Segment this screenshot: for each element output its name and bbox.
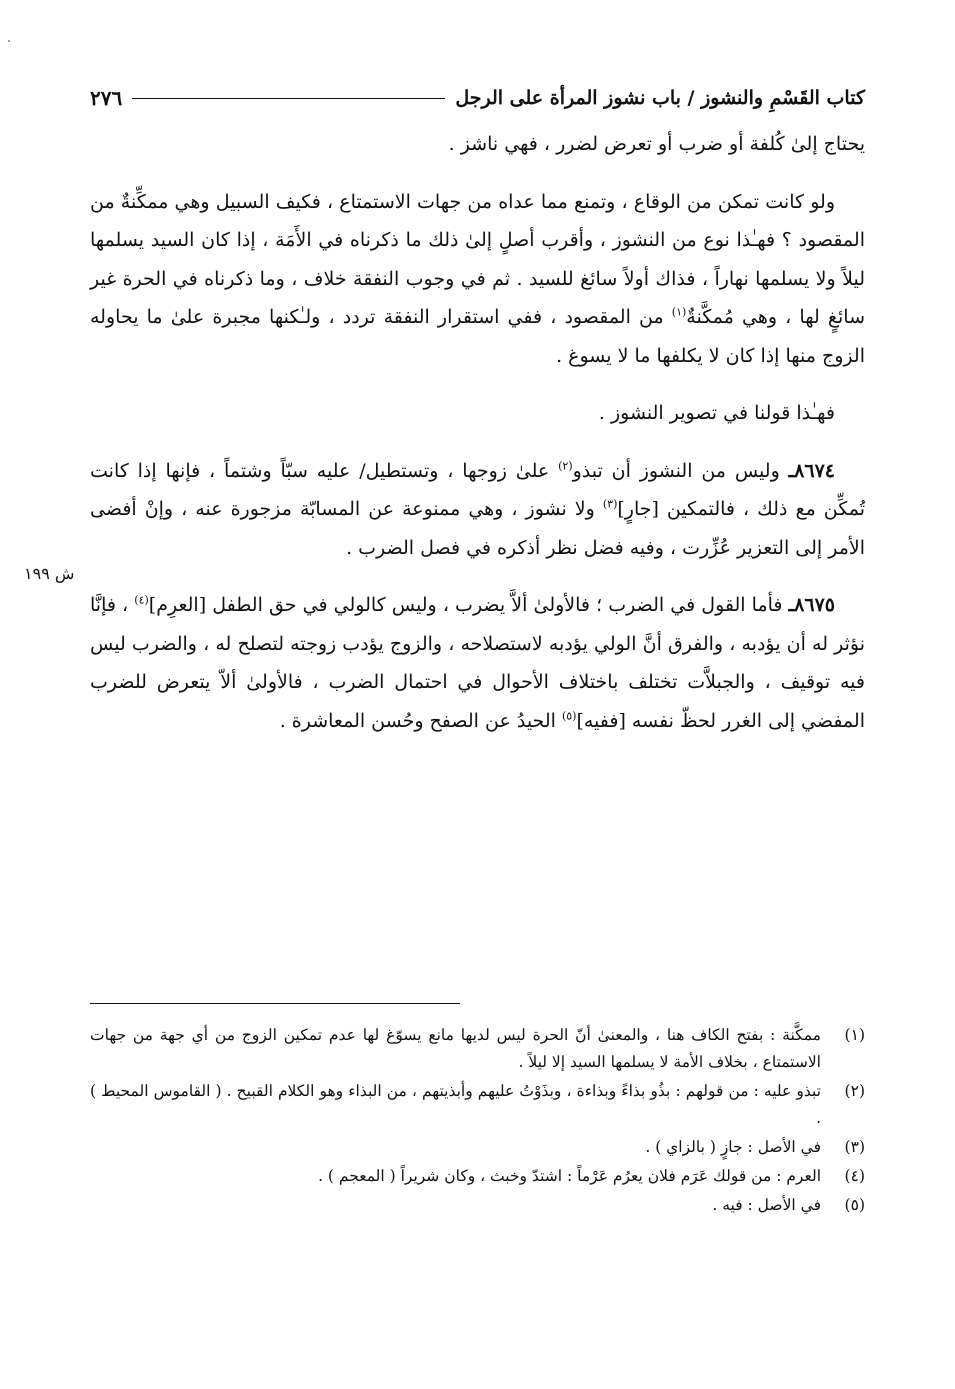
paragraph-number: ٨٦٧٥ـ [788, 594, 835, 616]
footnote-separator [90, 1003, 460, 1004]
header-rule [132, 98, 445, 99]
footnote [90, 1078, 865, 1132]
footnote [90, 1134, 865, 1161]
footnote-text: تبذو عليه : من قولهم : بذُو بذاءً وبذاءة ، وبذَوْتُ عليهم وأبذيتهم ، من البذاء وهو الكلام القبيح . ( القاموس المحيط ) . [90, 1082, 821, 1127]
footnote-ref: (٣) [602, 497, 618, 511]
paragraph-text: فهـٰذا قولنا في تصوير النشوز . [598, 402, 835, 424]
paragraph [90, 183, 865, 376]
footnote-ref: (١) [671, 305, 687, 319]
paragraph-text: ، فإنَّا نؤثر له أن يؤدبه ، والفرق أنَّ الولي يؤدبه لاستصلاحه ، والزوج يؤدب زوجته لتصلح له ، والضرب ليس فيه توقيف ، والجبلاَّت تختلف باختلاف الأحوال في احتمال الضرب ، فالأولىٰ ألاّ يتعرض للضرب المفضي إلى الغرر لحظّ نفسه [ففيه] [90, 594, 865, 732]
footnote-text: في الأصل : جازٍ ( بالزاي ) . [645, 1138, 821, 1156]
paragraph-text: فأما القول في الضرب ؛ فالأولىٰ ألاَّ يضرب ، وليس كالولي في حق الطفل [العرِم] [148, 594, 789, 616]
footnote [90, 1163, 865, 1190]
footnote-number: (٢) [844, 1082, 865, 1100]
margin-note: ش ١٩٩ [24, 564, 75, 583]
paragraph-text: يحتاج إلىٰ كُلفة أو ضرب أو تعرض لضرر ، فهي ناشز . [448, 133, 865, 155]
footnote-text: ممكَّنة : بفتح الكاف هنا ، والمعنىٰ أنّ الحرة ليس لديها مانع يسوّغ لها عدم تمكين الزوج من أي جهة من جهات الاستمتاع ، بخلاف الأمة لا يسلمها السيد إلا ليلاً . [90, 1026, 821, 1071]
footnote-ref: (٢) [558, 459, 573, 473]
footnote-number: (٤) [844, 1167, 865, 1185]
running-header [90, 78, 865, 118]
paragraph-text: ولا نشوز ، وهي ممنوعة عن المسابّة مزجورة عنه ، وإنْ أفضى الأمر إلى التعزير عُزِّرت ، وفيه فضل نظر أذكره في فصل الضرب . [90, 498, 865, 559]
footnote-ref: (٤) [134, 593, 149, 607]
footnote-number: (٥) [844, 1196, 865, 1214]
paragraph-text: وليس من النشوز أن تبذو [572, 459, 789, 482]
paragraph-text: علىٰ زوجها ، وتستطيل/ عليه سبّاً وشتماً ، فإنها إذا كانت تُمكِّن مع ذلك ، فالتمكين [جارٍ] [90, 459, 866, 520]
paragraph-text: الحيدُ عن الصفح وحُسن المعاشرة . [279, 709, 562, 732]
paragraph-continuation [90, 125, 865, 164]
page-number: ٢٧٦ [90, 86, 123, 110]
footnote-text: في الأصل : فيه . [712, 1196, 821, 1214]
scan-speck [8, 40, 10, 42]
footnote-number: (١) [844, 1026, 865, 1044]
footnote-ref: (٥) [561, 709, 577, 723]
footnote [90, 1192, 865, 1219]
paragraph-text: من المقصود ، ففي استقرار النفقة تردد ، ولـٰكنها مجبرة علىٰ ما يحاوله الزوج منها إذا كان لا يكلفها ما لا يسوغ . [90, 306, 865, 367]
footnote-text: العرم : من قولك عَرَم فلان يعرُم عَرْماً : اشتدّ وخبث ، وكان شريراً ( المعجم ) . [318, 1167, 821, 1185]
numbered-paragraph [90, 452, 865, 568]
paragraph-text: ولو كانت تمكن من الوقاع ، وتمنع مما عداه من جهات الاستمتاع ، فكيف السبيل وهي ممكِّنةٌ من المقصود ؟ فهـٰذا نوع من النشوز ، وأقرب أصلٍ إلىٰ ذلك ما ذكرناه في الأَمَة ، إذا كان السيد يسلمها ليلاً ولا يسلمها نهاراً ، فذاك أولاً سائغ للسيد . ثم في وجوب النفقة خلاف ، وما ذكرناه في الحرة غير سائغٍ لها ، وهي مُمكَّنةٌ [90, 190, 866, 328]
footnotes [90, 1022, 865, 1221]
numbered-paragraph [90, 586, 865, 740]
footnote [90, 1022, 865, 1076]
main-text [90, 125, 865, 759]
paragraph-number: ٨٦٧٤ـ [788, 459, 835, 482]
footnote-number: (٣) [844, 1138, 865, 1156]
paragraph [90, 394, 865, 433]
header-title: كتاب القَسْمِ والنشوز / باب نشوز المرأة على الرجل [455, 87, 865, 109]
